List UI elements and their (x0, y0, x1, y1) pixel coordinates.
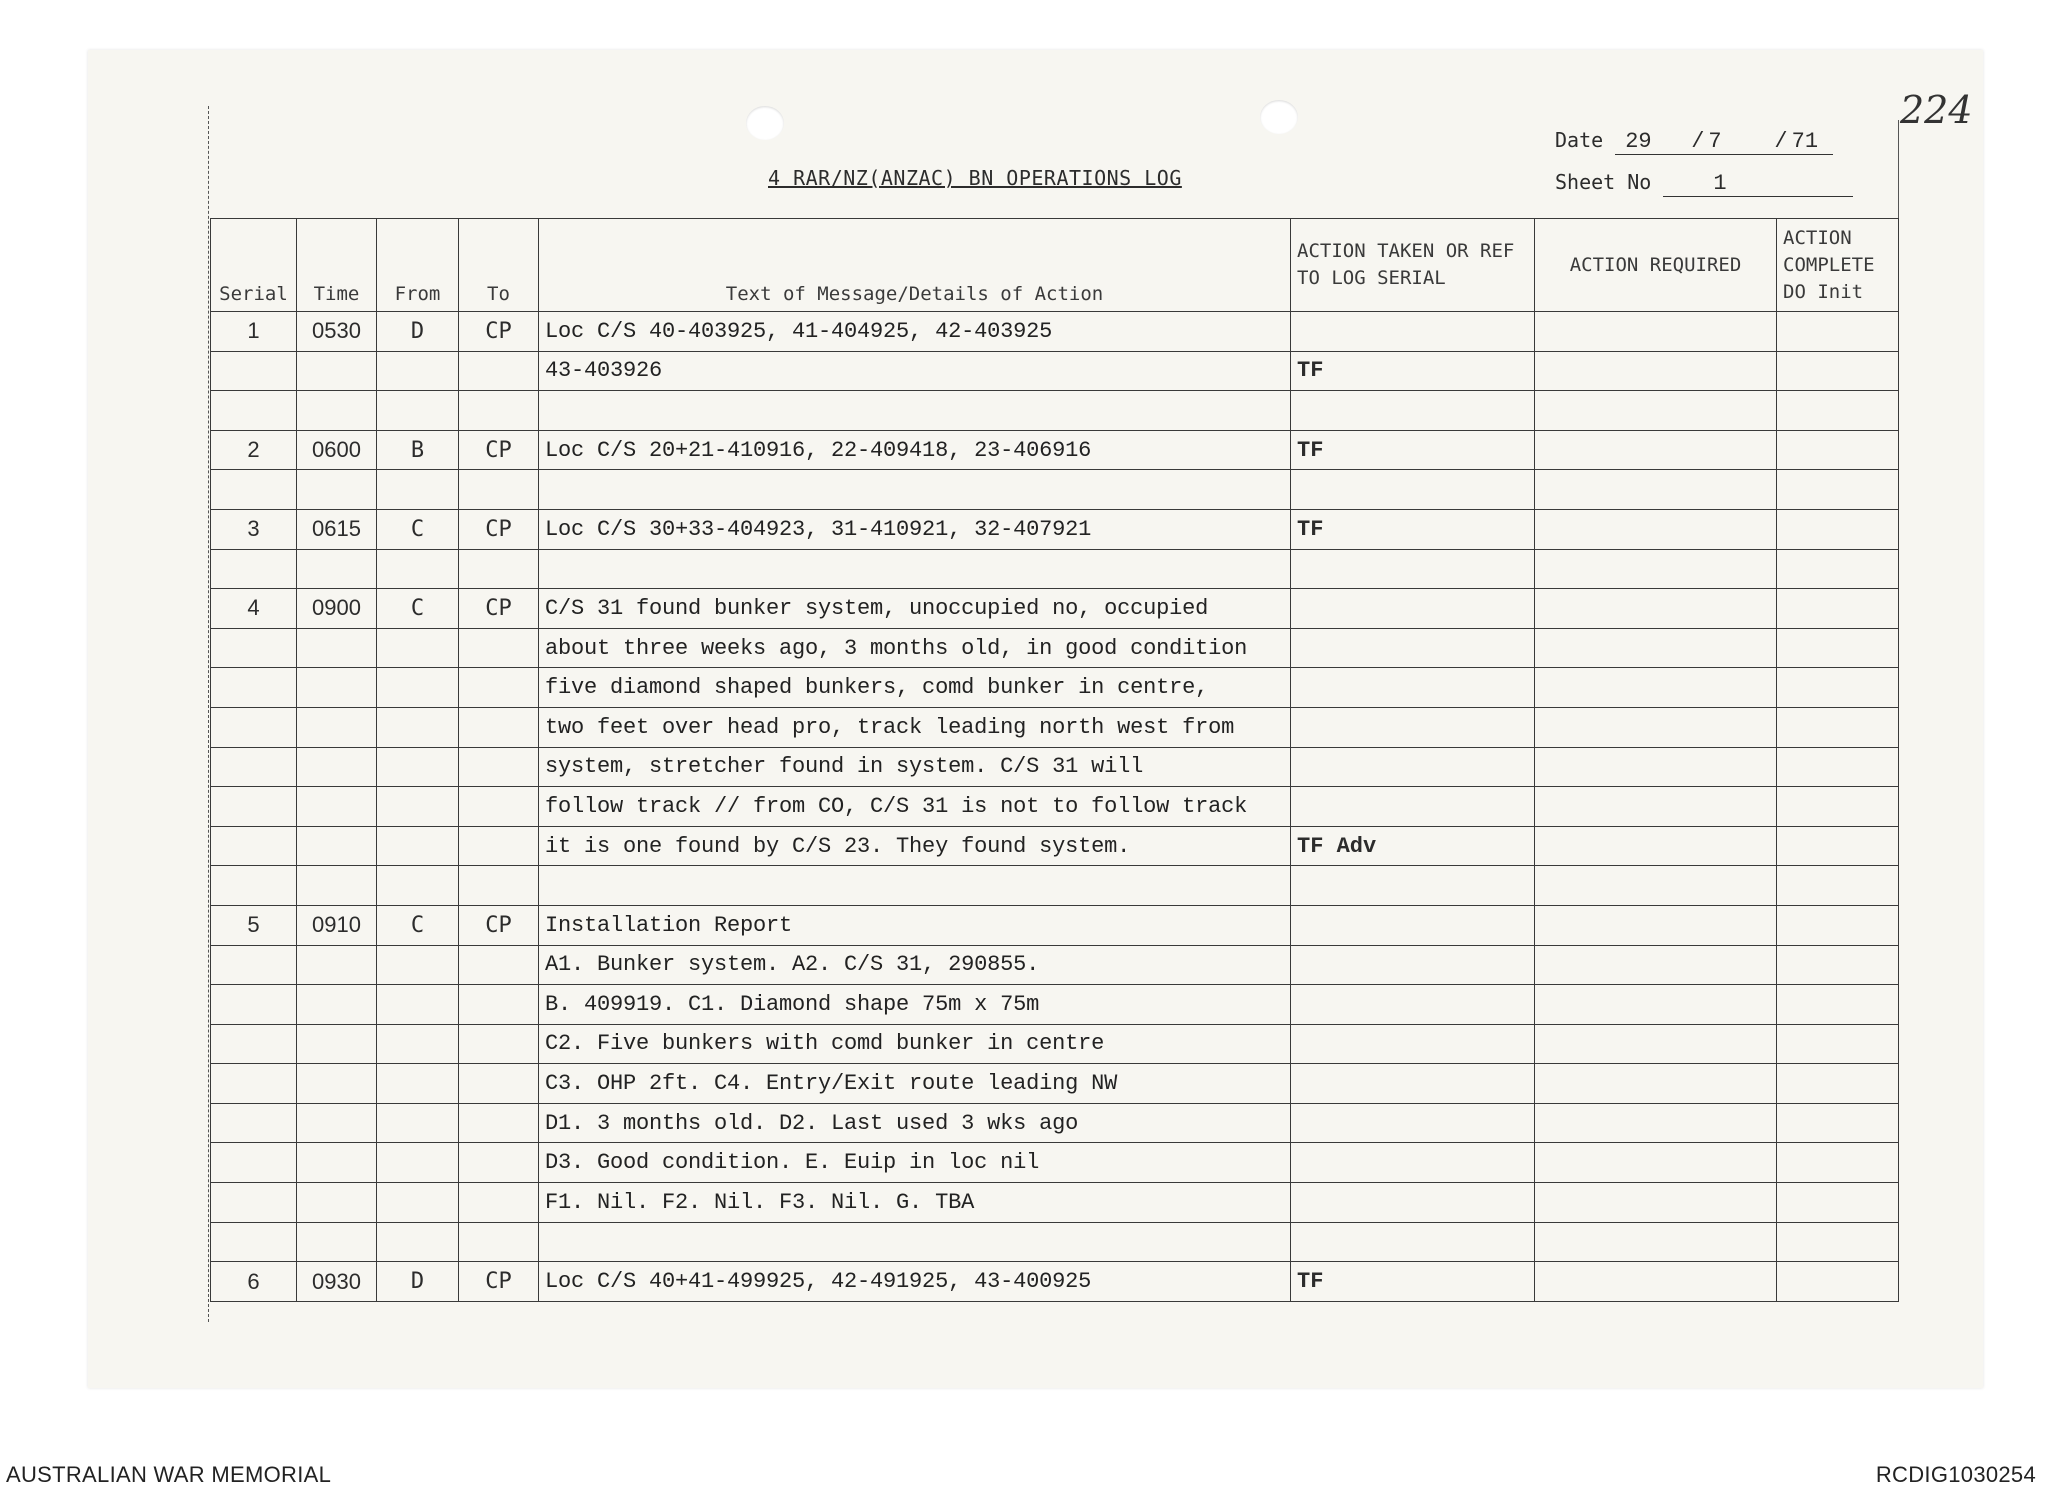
message-text-cell: Loc C/S 30+33-404923, 31-410921, 32-407921 (539, 509, 1291, 549)
from-cell (377, 549, 459, 589)
to-cell: CP (459, 430, 539, 470)
table-row (211, 312, 1899, 352)
to-cell (459, 1024, 539, 1064)
from-cell: C (377, 509, 459, 549)
col-header-serial: Serial (211, 219, 297, 312)
action-complete-cell (1777, 945, 1899, 985)
action-required-cell (1535, 866, 1777, 906)
table-row (211, 905, 1899, 945)
action-taken-cell (1291, 628, 1535, 668)
from-cell: D (377, 312, 459, 352)
action-complete-cell (1777, 1183, 1899, 1223)
action-taken-cell (1291, 787, 1535, 827)
to-cell (459, 1222, 539, 1262)
table-row (211, 1024, 1899, 1064)
time-cell (297, 707, 377, 747)
action-taken-cell (1291, 391, 1535, 431)
action-required-cell (1535, 628, 1777, 668)
sheet-number: 1 (1663, 171, 1853, 197)
from-cell (377, 391, 459, 431)
date-value: 29 / 7 / 71 (1615, 129, 1833, 155)
action-taken-cell (1291, 1024, 1535, 1064)
action-required-cell (1535, 1103, 1777, 1143)
message-text-cell: D3. Good condition. E. Euip in loc nil (539, 1143, 1291, 1183)
action-required-cell (1535, 509, 1777, 549)
table-row (211, 1222, 1899, 1262)
to-cell (459, 1143, 539, 1183)
from-cell (377, 1024, 459, 1064)
action-complete-cell (1777, 707, 1899, 747)
margin-line (208, 106, 209, 1322)
col-header-action-complete: ACTION COMPLETE DO Init (1777, 219, 1899, 312)
action-complete-cell (1777, 1143, 1899, 1183)
action-taken-cell (1291, 945, 1535, 985)
to-cell (459, 470, 539, 510)
table-row (211, 787, 1899, 827)
table-row (211, 866, 1899, 906)
to-cell: CP (459, 1262, 539, 1302)
col-header-action-taken: ACTION TAKEN OR REF TO LOG SERIAL (1291, 219, 1535, 312)
action-required-cell (1535, 1222, 1777, 1262)
from-cell (377, 866, 459, 906)
to-cell (459, 1183, 539, 1223)
message-text-cell (539, 470, 1291, 510)
action-required-cell (1535, 589, 1777, 629)
action-taken-cell: TF (1291, 351, 1535, 391)
action-taken-cell: TF (1291, 430, 1535, 470)
serial-cell: 1 (211, 312, 297, 352)
from-cell (377, 470, 459, 510)
serial-cell (211, 707, 297, 747)
footer-reference: RCDIG1030254 (1875, 1462, 2036, 1487)
from-cell (377, 1064, 459, 1104)
message-text-cell: system, stretcher found in system. C/S 31 will (539, 747, 1291, 787)
serial-cell: 6 (211, 1262, 297, 1302)
from-cell (377, 1143, 459, 1183)
to-cell: CP (459, 905, 539, 945)
action-required-cell (1535, 430, 1777, 470)
to-cell (459, 787, 539, 827)
action-required-cell (1535, 707, 1777, 747)
to-cell (459, 866, 539, 906)
message-text-cell: Loc C/S 20+21-410916, 22-409418, 23-406916 (539, 430, 1291, 470)
serial-cell: 3 (211, 509, 297, 549)
action-required-cell (1535, 391, 1777, 431)
to-cell (459, 351, 539, 391)
time-cell (297, 351, 377, 391)
action-complete-cell (1777, 430, 1899, 470)
serial-cell (211, 1024, 297, 1064)
action-complete-cell (1777, 826, 1899, 866)
from-cell (377, 945, 459, 985)
message-text-cell (539, 1222, 1291, 1262)
time-cell: 0600 (297, 430, 377, 470)
time-cell (297, 470, 377, 510)
table-row (211, 747, 1899, 787)
table-row (211, 707, 1899, 747)
serial-cell (211, 1222, 297, 1262)
serial-cell (211, 1183, 297, 1223)
serial-cell (211, 1064, 297, 1104)
from-cell: C (377, 905, 459, 945)
col-header-from: From (377, 219, 459, 312)
table-row (211, 549, 1899, 589)
table-row (211, 391, 1899, 431)
action-taken-cell (1291, 985, 1535, 1025)
serial-cell (211, 628, 297, 668)
serial-cell (211, 945, 297, 985)
to-cell (459, 707, 539, 747)
from-cell (377, 826, 459, 866)
serial-cell (211, 985, 297, 1025)
serial-cell (211, 866, 297, 906)
action-complete-cell (1777, 1024, 1899, 1064)
action-taken-cell (1291, 707, 1535, 747)
to-cell (459, 549, 539, 589)
serial-cell (211, 549, 297, 589)
action-complete-cell (1777, 312, 1899, 352)
punch-hole-left (746, 106, 784, 140)
time-cell (297, 549, 377, 589)
message-text-cell: follow track // from CO, C/S 31 is not to follow track (539, 787, 1291, 827)
message-text-cell: 43-403926 (539, 351, 1291, 391)
table-row (211, 1064, 1899, 1104)
message-text-cell: two feet over head pro, track leading north west from (539, 707, 1291, 747)
footer-institution: AUSTRALIAN WAR MEMORIAL (6, 1462, 332, 1487)
action-required-cell (1535, 787, 1777, 827)
to-cell: CP (459, 312, 539, 352)
action-taken-cell (1291, 1064, 1535, 1104)
action-complete-cell (1777, 470, 1899, 510)
serial-cell (211, 391, 297, 431)
table-row (211, 985, 1899, 1025)
table-body (211, 312, 1899, 1302)
action-taken-cell: TF (1291, 1262, 1535, 1302)
action-complete-cell (1777, 1103, 1899, 1143)
to-cell (459, 747, 539, 787)
header-right-rule (1898, 120, 1899, 220)
table-row (211, 668, 1899, 708)
time-cell (297, 391, 377, 431)
from-cell (377, 351, 459, 391)
message-text-cell: F1. Nil. F2. Nil. F3. Nil. G. TBA (539, 1183, 1291, 1223)
from-cell (377, 1103, 459, 1143)
time-cell: 0615 (297, 509, 377, 549)
action-complete-cell (1777, 549, 1899, 589)
serial-cell: 2 (211, 430, 297, 470)
serial-cell (211, 826, 297, 866)
action-taken-cell: TF (1291, 509, 1535, 549)
message-text-cell: A1. Bunker system. A2. C/S 31, 290855. (539, 945, 1291, 985)
action-complete-cell (1777, 668, 1899, 708)
sheet-label: Sheet No (1555, 170, 1652, 194)
message-text-cell (539, 866, 1291, 906)
to-cell (459, 985, 539, 1025)
serial-cell (211, 747, 297, 787)
table-row (211, 945, 1899, 985)
sheet-field (1555, 170, 1853, 197)
action-taken-cell (1291, 668, 1535, 708)
serial-cell: 4 (211, 589, 297, 629)
message-text-cell: C2. Five bunkers with comd bunker in centre (539, 1024, 1291, 1064)
from-cell (377, 628, 459, 668)
serial-cell (211, 668, 297, 708)
to-cell (459, 391, 539, 431)
col-header-text: Text of Message/Details of Action (539, 219, 1291, 312)
to-cell (459, 1064, 539, 1104)
message-text-cell (539, 391, 1291, 431)
action-complete-cell (1777, 905, 1899, 945)
action-taken-cell: TF Adv (1291, 826, 1535, 866)
time-cell (297, 985, 377, 1025)
from-cell (377, 787, 459, 827)
serial-cell (211, 787, 297, 827)
action-required-cell (1535, 470, 1777, 510)
message-text-cell: Installation Report (539, 905, 1291, 945)
to-cell (459, 628, 539, 668)
time-cell: 0910 (297, 905, 377, 945)
table-row (211, 628, 1899, 668)
time-cell: 0900 (297, 589, 377, 629)
serial-cell: 5 (211, 905, 297, 945)
handwritten-page-number: 224 (1900, 88, 1973, 132)
action-required-cell (1535, 549, 1777, 589)
from-cell: D (377, 1262, 459, 1302)
message-text-cell: five diamond shaped bunkers, comd bunker in centre, (539, 668, 1291, 708)
message-text-cell: C/S 31 found bunker system, unoccupied no, occupied (539, 589, 1291, 629)
table-row (211, 509, 1899, 549)
action-complete-cell (1777, 1064, 1899, 1104)
from-cell: B (377, 430, 459, 470)
time-cell (297, 945, 377, 985)
time-cell (297, 1183, 377, 1223)
action-taken-cell (1291, 905, 1535, 945)
serial-cell (211, 470, 297, 510)
date-field (1555, 128, 1833, 155)
time-cell (297, 1143, 377, 1183)
action-required-cell (1535, 1143, 1777, 1183)
action-complete-cell (1777, 985, 1899, 1025)
table-row (211, 1262, 1899, 1302)
time-cell (297, 747, 377, 787)
time-cell: 0530 (297, 312, 377, 352)
to-cell: CP (459, 589, 539, 629)
time-cell (297, 1024, 377, 1064)
action-required-cell (1535, 1183, 1777, 1223)
time-cell (297, 1222, 377, 1262)
action-required-cell (1535, 1024, 1777, 1064)
action-taken-cell (1291, 1222, 1535, 1262)
table-row (211, 826, 1899, 866)
time-cell (297, 1103, 377, 1143)
from-cell (377, 668, 459, 708)
date-month: 7 (1708, 129, 1722, 154)
message-text-cell: B. 409919. C1. Diamond shape 75m x 75m (539, 985, 1291, 1025)
message-text-cell: it is one found by C/S 23. They found system. (539, 826, 1291, 866)
time-cell (297, 1064, 377, 1104)
col-header-action-required: ACTION REQUIRED (1535, 219, 1777, 312)
date-year: 71 (1791, 129, 1819, 154)
from-cell: C (377, 589, 459, 629)
action-complete-cell (1777, 1262, 1899, 1302)
action-taken-cell (1291, 1103, 1535, 1143)
to-cell (459, 668, 539, 708)
message-text-cell (539, 549, 1291, 589)
table-row (211, 430, 1899, 470)
message-text-cell: about three weeks ago, 3 months old, in good condition (539, 628, 1291, 668)
table-row (211, 351, 1899, 391)
col-header-to: To (459, 219, 539, 312)
time-cell (297, 866, 377, 906)
action-taken-cell (1291, 312, 1535, 352)
table-row (211, 1103, 1899, 1143)
serial-cell (211, 1143, 297, 1183)
action-complete-cell (1777, 787, 1899, 827)
from-cell (377, 1222, 459, 1262)
table-row (211, 1143, 1899, 1183)
serial-cell (211, 1103, 297, 1143)
action-complete-cell (1777, 628, 1899, 668)
action-complete-cell (1777, 1222, 1899, 1262)
time-cell: 0930 (297, 1262, 377, 1302)
table-header-row (211, 219, 1899, 312)
to-cell (459, 826, 539, 866)
action-required-cell (1535, 826, 1777, 866)
action-taken-cell (1291, 1183, 1535, 1223)
action-required-cell (1535, 747, 1777, 787)
message-text-cell: Loc C/S 40-403925, 41-404925, 42-403925 (539, 312, 1291, 352)
to-cell: CP (459, 509, 539, 549)
punch-hole-right (1260, 100, 1298, 134)
table-row (211, 470, 1899, 510)
action-required-cell (1535, 905, 1777, 945)
action-required-cell (1535, 351, 1777, 391)
action-complete-cell (1777, 747, 1899, 787)
message-text-cell: Loc C/S 40+41-499925, 42-491925, 43-400925 (539, 1262, 1291, 1302)
serial-cell (211, 351, 297, 391)
time-cell (297, 668, 377, 708)
action-complete-cell (1777, 509, 1899, 549)
col-header-time: Time (297, 219, 377, 312)
date-day: 29 (1625, 129, 1652, 154)
action-taken-cell (1291, 549, 1535, 589)
from-cell (377, 747, 459, 787)
time-cell (297, 628, 377, 668)
action-complete-cell (1777, 866, 1899, 906)
action-required-cell (1535, 985, 1777, 1025)
action-taken-cell (1291, 470, 1535, 510)
action-required-cell (1535, 668, 1777, 708)
time-cell (297, 826, 377, 866)
action-taken-cell (1291, 589, 1535, 629)
table-row (211, 589, 1899, 629)
to-cell (459, 945, 539, 985)
time-cell (297, 787, 377, 827)
to-cell (459, 1103, 539, 1143)
operations-log-table (210, 218, 1899, 1302)
log-title: 4 RAR/NZ(ANZAC) BN OPERATIONS LOG (768, 166, 1182, 190)
action-complete-cell (1777, 351, 1899, 391)
action-taken-cell (1291, 747, 1535, 787)
action-taken-cell (1291, 866, 1535, 906)
action-required-cell (1535, 312, 1777, 352)
from-cell (377, 1183, 459, 1223)
table-row (211, 1183, 1899, 1223)
action-complete-cell (1777, 391, 1899, 431)
action-required-cell (1535, 945, 1777, 985)
action-required-cell (1535, 1262, 1777, 1302)
message-text-cell: C3. OHP 2ft. C4. Entry/Exit route leading NW (539, 1064, 1291, 1104)
message-text-cell: D1. 3 months old. D2. Last used 3 wks ago (539, 1103, 1291, 1143)
action-required-cell (1535, 1064, 1777, 1104)
date-label: Date (1555, 128, 1604, 152)
operations-log (210, 218, 1898, 1322)
from-cell (377, 985, 459, 1025)
action-taken-cell (1291, 1143, 1535, 1183)
action-complete-cell (1777, 589, 1899, 629)
from-cell (377, 707, 459, 747)
